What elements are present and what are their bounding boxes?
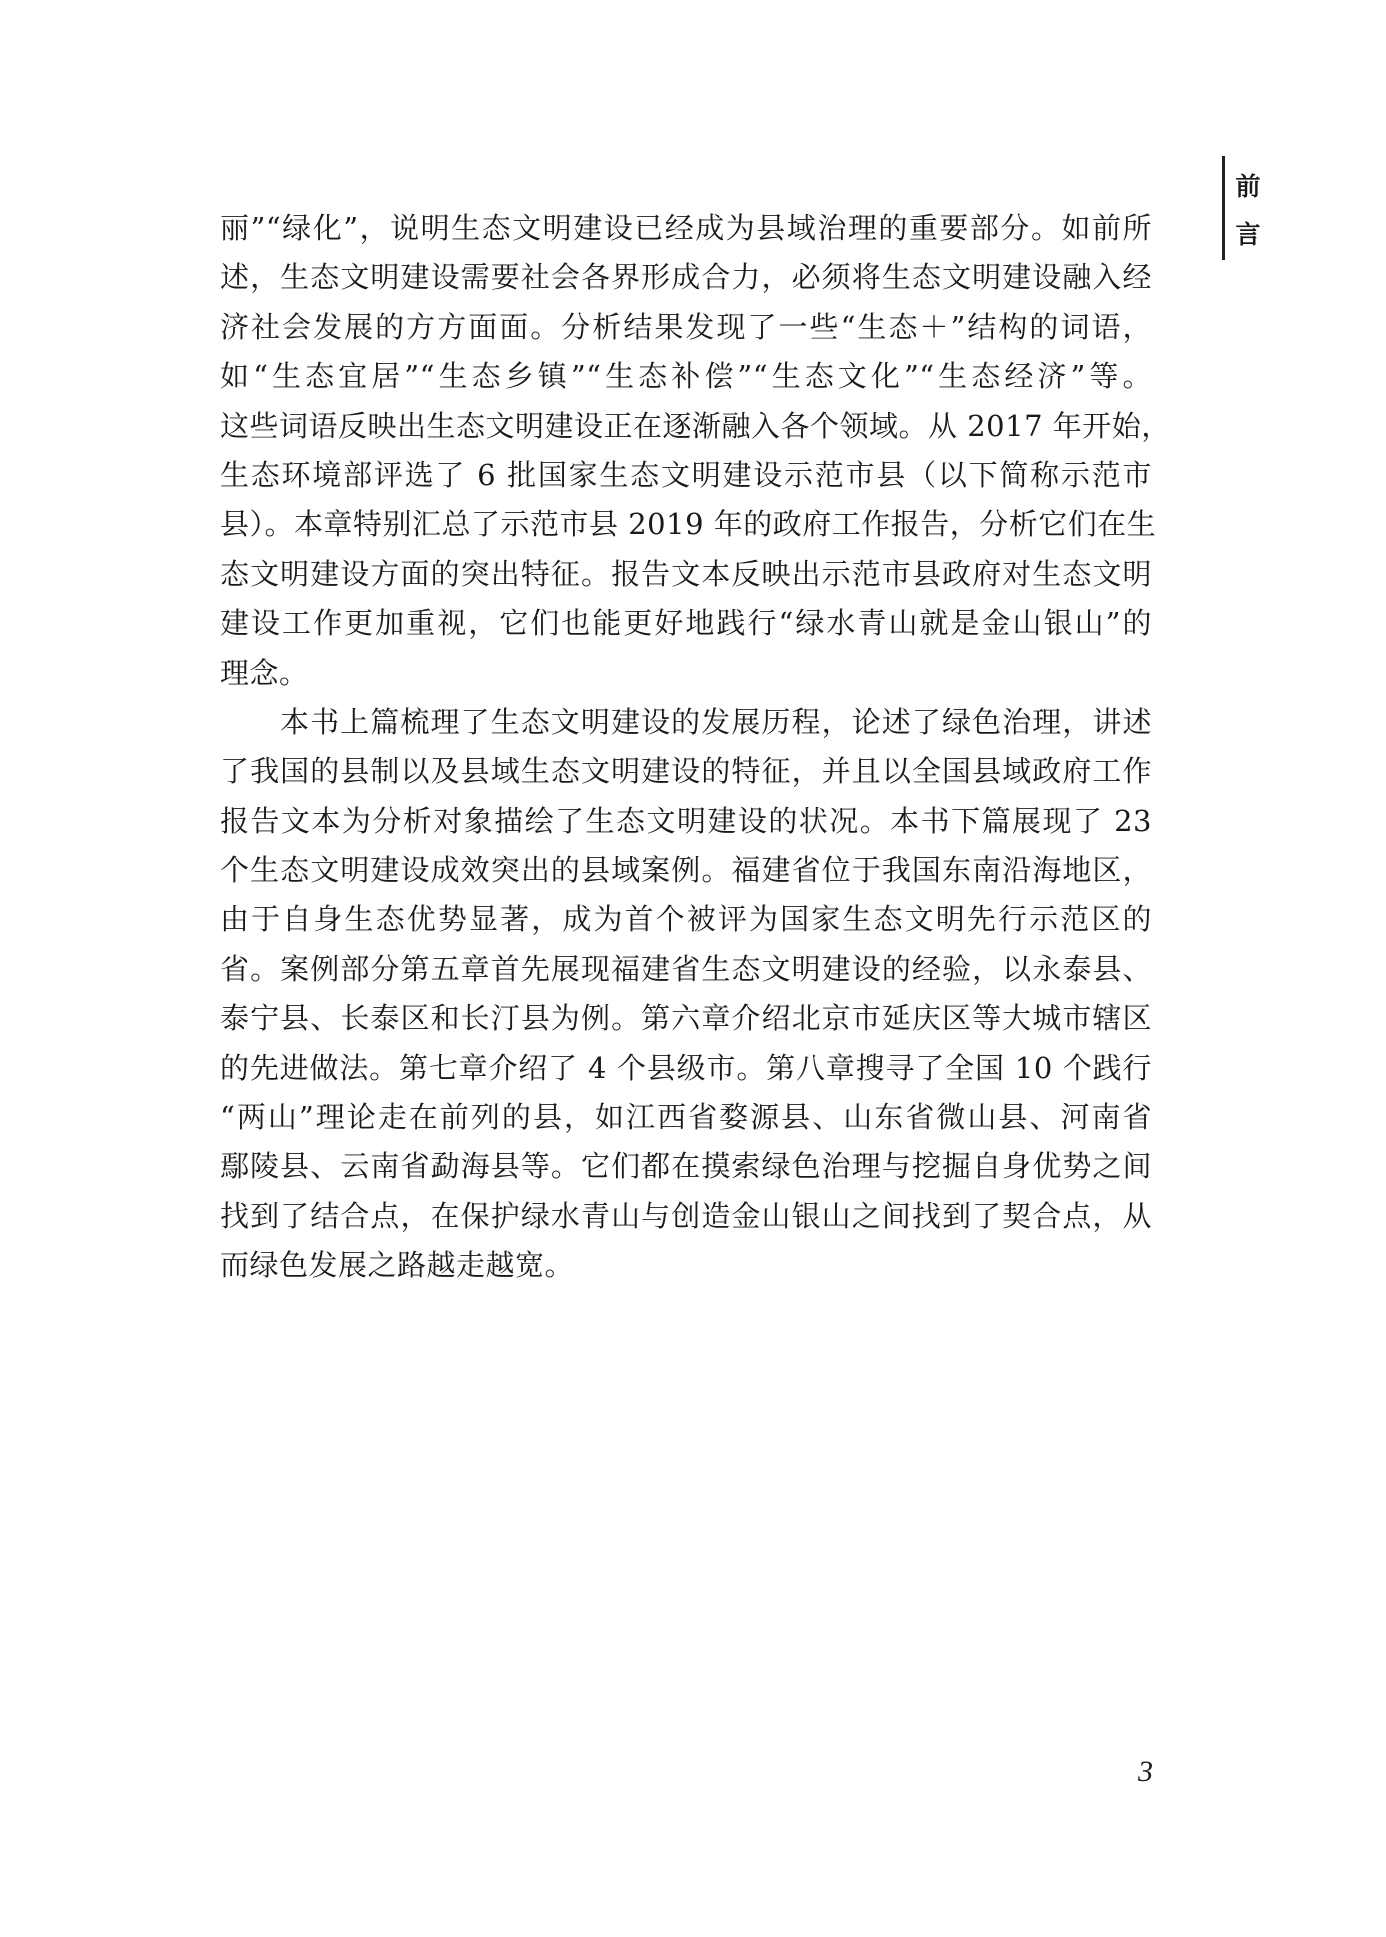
- text-line: 而绿色发展之路越走越宽。: [220, 1248, 575, 1283]
- page-number: 3: [1138, 1755, 1153, 1788]
- text-line: 报告文本为分析对象描绘了生态文明建设的状况。本书下篇展现了 23: [220, 803, 1152, 838]
- text-line: 丽”“绿化”，说明生态文明建设已经成为县域治理的重要部分。如前所: [220, 211, 1152, 245]
- text-line: 县）。本章特别汇总了示范市县 2019 年的政府工作报告，分析它们在生: [220, 507, 1157, 542]
- text-line: 建设工作更加重视，它们也能更好地践行“绿水青山就是金山银山”的: [220, 606, 1152, 641]
- running-head: [1228, 163, 1268, 259]
- text-line: 态文明建设方面的突出特征。报告文本反映出示范市县政府对生态文明: [220, 556, 1152, 591]
- text-line: 的先进做法。第七章介绍了 4 个县级市。第八章搜寻了全国 10 个践行: [220, 1050, 1152, 1085]
- text-line: 个生态文明建设成效突出的县域案例。福建省位于我国东南沿海地区，: [220, 853, 1152, 888]
- text-line: 省。案例部分第五章首先展现福建省生态文明建设的经验，以永泰县、: [220, 951, 1152, 986]
- text-line: 了我国的县制以及县域生态文明建设的特征，并且以全国县域政府工作: [220, 754, 1152, 789]
- paragraph-1: [220, 204, 1171, 698]
- text-line: 找到了结合点，在保护绿水青山与创造金山银山之间找到了契合点，从: [220, 1198, 1152, 1233]
- text-line: 鄢陵县、云南省勐海县等。它们都在摸索绿色治理与挖掘自身优势之间: [220, 1149, 1152, 1184]
- text-line: 这些词语反映出生态文明建设正在逐渐融入各个领域。从 2017 年开始，: [220, 408, 1171, 443]
- running-head-char: 前: [1235, 172, 1261, 201]
- text-line: 理念。: [220, 655, 309, 690]
- text-line: 泰宁县、长泰区和长汀县为例。第六章介绍北京市延庆区等大城市辖区: [220, 1001, 1152, 1036]
- body-text: [220, 204, 1171, 1291]
- paragraph-2: [220, 698, 1152, 1291]
- text-line: 本书上篇梳理了生态文明建设的发展历程，论述了绿色治理，讲述: [280, 704, 1152, 739]
- running-head-rule: [1222, 156, 1225, 260]
- text-line: “两山”理论走在前列的县，如江西省婺源县、山东省微山县、河南省: [220, 1100, 1152, 1135]
- text-line: 如“生态宜居”“生态乡镇”“生态补偿”“生态文化”“生态经济”等。: [220, 359, 1152, 394]
- text-line: 述，生态文明建设需要社会各界形成合力，必须将生态文明建设融入经: [220, 260, 1152, 295]
- text-line: 济社会发展的方方面面。分析结果发现了一些“生态＋”结构的词语，: [220, 309, 1152, 344]
- text-line: 生态环境部评选了 6 批国家生态文明建设示范市县（以下简称示范市: [220, 457, 1152, 492]
- text-line: 由于自身生态优势显著，成为首个被评为国家生态文明先行示范区的: [220, 902, 1152, 937]
- running-head-char: 言: [1235, 220, 1261, 249]
